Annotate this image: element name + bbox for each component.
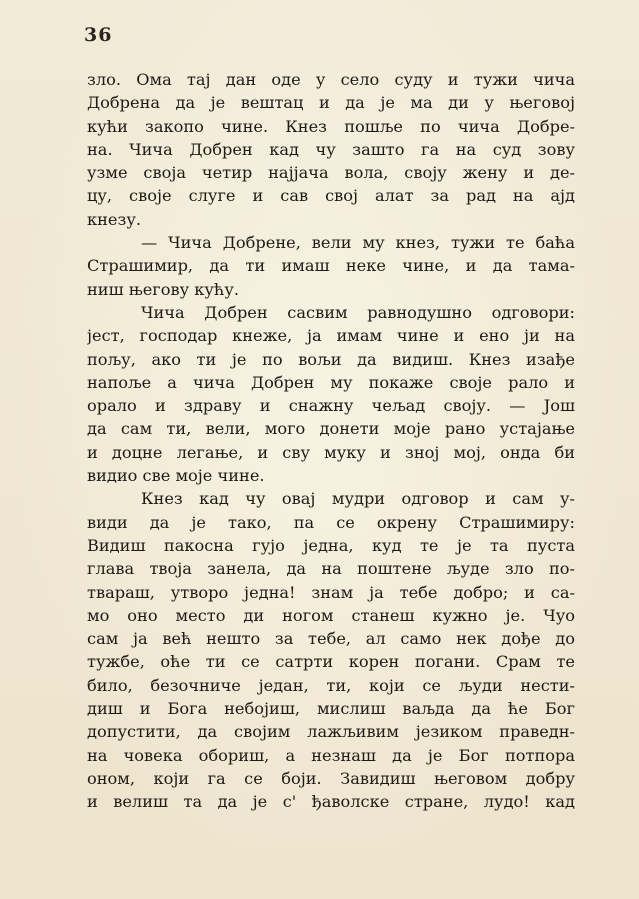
text-line: ниш његову кућу.: [87, 279, 240, 299]
text-line: сам ја већ нешто за тебе, ал само нек дође до: [87, 629, 575, 649]
text-line: Страшимир, да ти имаш неке чине, и да тама-: [87, 256, 575, 276]
text-line: да сам ти, вели, мого донети моје рано устајање: [87, 419, 575, 439]
text-line: допустити, да својим лажљивим језиком праведн-: [87, 722, 575, 742]
text-line: и доцне легање, и сву муку и зној мој, онда би: [87, 442, 575, 462]
text-line: — Чича Добрене, вели му кнез, тужи те баћа: [141, 233, 575, 253]
text-line: тужбе, оће ти се сатрти корен погани. Срам те: [87, 652, 575, 672]
text-line: видио све моје чине.: [87, 466, 265, 486]
text-line: твараш, утворо једна! знам ја тебе добро; и са-: [87, 582, 575, 602]
text-line: види да је тако, па се окрену Страшимиру:: [87, 512, 575, 532]
text-line: на човека обориш, а незнаш да је Бог потпора: [87, 745, 575, 765]
text-line: Чича Добрен сасвим равнодушно одговори:: [141, 302, 575, 322]
text-line: и велиш та да је с' ђаволске стране, лудо! кад: [87, 792, 575, 812]
text-line: мо оно место ди ногом станеш кужно је. Чуо: [87, 605, 575, 625]
text-line: Кнез кад чу овај мудри одговор и сам у-: [141, 489, 575, 509]
text-line: јест, господар кнеже, ја имам чине и ено ји на: [87, 326, 575, 346]
text-line: Добрена да је вештац и да је ма ди у његовој: [87, 93, 575, 113]
page-number: 36: [84, 24, 113, 46]
text-line: напоље а чича Добрен му покаже своје рало и: [87, 372, 575, 392]
body-text: [87, 68, 575, 814]
text-line: цу, своје слуге и сав свој алат за рад на ајд: [87, 186, 575, 206]
text-line: зло. Ома тај дан оде у село суду и тужи чича: [87, 70, 575, 89]
text-line: кући закопо чине. Кнез пошље по чича Добре-: [87, 116, 575, 136]
text-line: диш и Бога небојиш, мислиш ваљда да ће Бог: [87, 699, 575, 719]
text-line: Видиш пакосна гујо једна, куд те је та пуста: [87, 535, 575, 555]
text-line: оном, који га се боји. Завидиш његовом добру: [87, 768, 575, 788]
text-line: кнезу.: [87, 209, 141, 229]
text-line: на. Чича Добрен кад чу зашто га на суд зову: [87, 139, 575, 159]
text-line: глава твоја занела, да на поштене људе зло по-: [87, 559, 575, 579]
text-line: орало и здраву и снажну чељад своју. — Још: [87, 396, 575, 416]
text-line: било, безочниче један, ти, који се људи нести-: [87, 675, 575, 695]
text-line: пољу, ако ти је по вољи да видиш. Кнез изађе: [87, 349, 575, 369]
text-line: узме своја четир најјача вола, своју жену и де-: [87, 163, 575, 183]
